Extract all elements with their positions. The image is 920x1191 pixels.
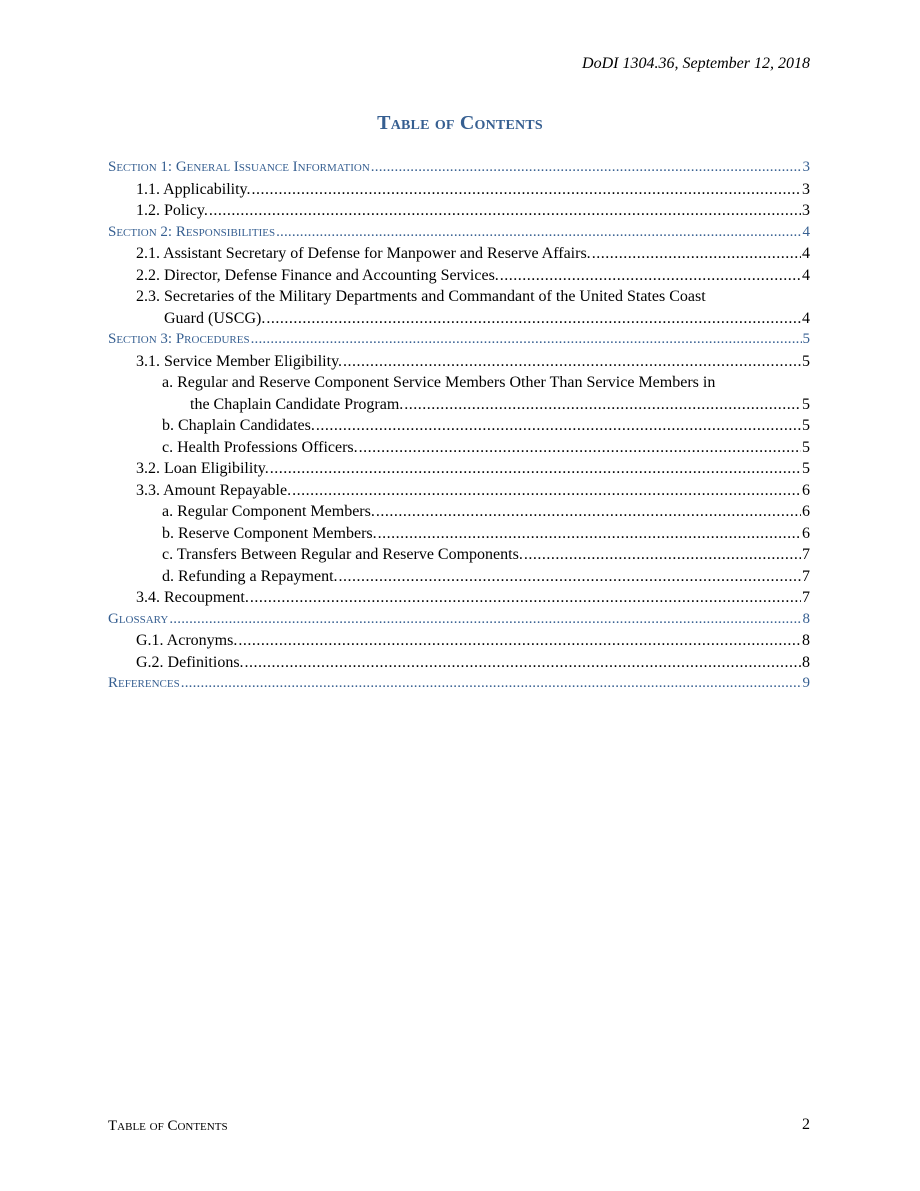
toc-label: 3.3. Amount Repayable. xyxy=(136,481,292,499)
toc-entry-3-3-a[interactable] xyxy=(108,501,810,523)
toc-leader xyxy=(276,222,801,244)
toc-page: 4 xyxy=(802,309,810,327)
toc-entry-3-1-b[interactable] xyxy=(108,415,810,437)
toc-references[interactable] xyxy=(108,673,810,695)
toc-leader xyxy=(404,394,801,416)
toc-page: 4 xyxy=(802,223,810,240)
toc-label-line1: 2.3. Secretaries of the Military Departments and Commandant of the United States Coast xyxy=(136,288,706,305)
toc-entry-3-1-a-cont xyxy=(108,394,810,416)
toc-entry-2-3[interactable] xyxy=(108,286,810,329)
toc-label: c. Health Professions Officers. xyxy=(162,438,358,456)
toc-leader xyxy=(181,673,802,695)
toc-label: Section 2: Responsibilities xyxy=(108,223,276,240)
toc-page: 9 xyxy=(802,675,810,691)
toc-page: 5 xyxy=(802,417,810,434)
toc-page: 5 xyxy=(802,438,810,456)
toc-entry-3-4[interactable] xyxy=(108,587,810,609)
toc-page: 8 xyxy=(802,653,810,671)
toc-leader xyxy=(238,630,801,652)
footer-section-label: Table of Contents xyxy=(108,1118,228,1134)
toc-page: 3 xyxy=(802,159,810,175)
toc-label: Section 1: General Issuance Information xyxy=(108,159,370,175)
toc-label: 3.4. Recoupment. xyxy=(136,589,249,606)
toc-page: 7 xyxy=(802,589,810,606)
toc-leader xyxy=(266,308,801,330)
toc-leader xyxy=(245,652,801,674)
toc-label: d. Refunding a Repayment. xyxy=(162,567,338,585)
table-of-contents xyxy=(108,157,810,695)
toc-page: 8 xyxy=(802,632,810,649)
toc-leader xyxy=(169,609,801,631)
toc-page: 6 xyxy=(802,524,810,542)
toc-section-3[interactable] xyxy=(108,329,810,351)
toc-entry-3-3-c[interactable] xyxy=(108,544,810,566)
toc-label: c. Transfers Between Regular and Reserve Components. xyxy=(162,546,523,563)
toc-entry-1-1[interactable] xyxy=(108,179,810,201)
toc-label: G.2. Definitions. xyxy=(136,653,244,671)
toc-leader xyxy=(250,587,801,609)
toc-page: 5 xyxy=(802,331,810,347)
footer-page-number: 2 xyxy=(802,1116,810,1133)
toc-section-1[interactable] xyxy=(108,157,810,179)
toc-label: 2.1. Assistant Secretary of Defense for Manpower and Reserve Affairs. xyxy=(136,245,591,262)
toc-label: Section 3: Procedures xyxy=(108,331,250,347)
toc-page: 5 xyxy=(802,352,810,370)
toc-entry-2-3-cont xyxy=(108,308,810,330)
toc-label: Glossary xyxy=(108,610,169,627)
toc-leader xyxy=(209,200,801,222)
toc-label: b. Chaplain Candidates. xyxy=(162,417,315,434)
toc-page: 8 xyxy=(802,610,810,627)
toc-page: 7 xyxy=(802,546,810,563)
toc-entry-g-1[interactable] xyxy=(108,630,810,652)
toc-section-2[interactable] xyxy=(108,222,810,244)
toc-label-line1: a. Regular and Reserve Component Service Members Other Than Service Members in xyxy=(162,374,716,391)
toc-entry-3-3-b[interactable] xyxy=(108,523,810,545)
toc-label: 3.2. Loan Eligibility. xyxy=(136,460,269,477)
toc-leader xyxy=(376,501,801,523)
toc-entry-1-2[interactable] xyxy=(108,200,810,222)
toc-leader xyxy=(359,437,801,459)
toc-leader xyxy=(524,544,801,566)
toc-leader xyxy=(371,157,802,179)
toc-entry-3-3-d[interactable] xyxy=(108,566,810,588)
toc-entry-3-3[interactable] xyxy=(108,480,810,502)
toc-entry-2-1[interactable] xyxy=(108,243,810,265)
toc-entry-2-2[interactable] xyxy=(108,265,810,287)
toc-label: a. Regular Component Members. xyxy=(162,503,375,520)
toc-label: 3.1. Service Member Eligibility. xyxy=(136,352,343,370)
toc-leader xyxy=(270,458,801,480)
toc-leader xyxy=(378,523,801,545)
toc-page: 4 xyxy=(802,266,810,284)
toc-page: 3 xyxy=(802,180,810,198)
toc-leader xyxy=(292,480,801,502)
toc-leader xyxy=(592,243,801,265)
toc-label-line2: Guard (USCG). xyxy=(164,309,266,327)
page-title: Table of Contents xyxy=(377,112,543,134)
toc-leader xyxy=(339,566,801,588)
toc-label: 2.2. Director, Defense Finance and Accounting Services. xyxy=(136,266,499,284)
toc-label: References xyxy=(108,675,180,691)
toc-page: 5 xyxy=(802,460,810,477)
toc-leader xyxy=(343,351,801,373)
toc-page: 4 xyxy=(802,245,810,262)
toc-page: 6 xyxy=(802,503,810,520)
toc-entry-3-2[interactable] xyxy=(108,458,810,480)
toc-label: G.1. Acronyms. xyxy=(136,632,238,649)
toc-page: 3 xyxy=(802,202,810,219)
toc-entry-3-1[interactable] xyxy=(108,351,810,373)
toc-label: 1.1. Applicability. xyxy=(136,180,251,198)
toc-label: 1.2. Policy. xyxy=(136,202,208,219)
toc-glossary[interactable] xyxy=(108,609,810,631)
toc-leader xyxy=(316,415,801,437)
toc-label-line2: the Chaplain Candidate Program. xyxy=(190,395,404,413)
toc-entry-g-2[interactable] xyxy=(108,652,810,674)
toc-leader xyxy=(500,265,801,287)
toc-entry-3-1-a[interactable] xyxy=(108,372,810,415)
toc-page: 6 xyxy=(802,481,810,499)
toc-page: 5 xyxy=(802,395,810,413)
toc-label: b. Reserve Component Members. xyxy=(162,524,377,542)
document-reference: DoDI 1304.36, September 12, 2018 xyxy=(582,55,810,72)
toc-leader xyxy=(251,329,802,351)
toc-page: 7 xyxy=(802,567,810,585)
toc-entry-3-1-c[interactable] xyxy=(108,437,810,459)
toc-leader xyxy=(252,179,801,201)
